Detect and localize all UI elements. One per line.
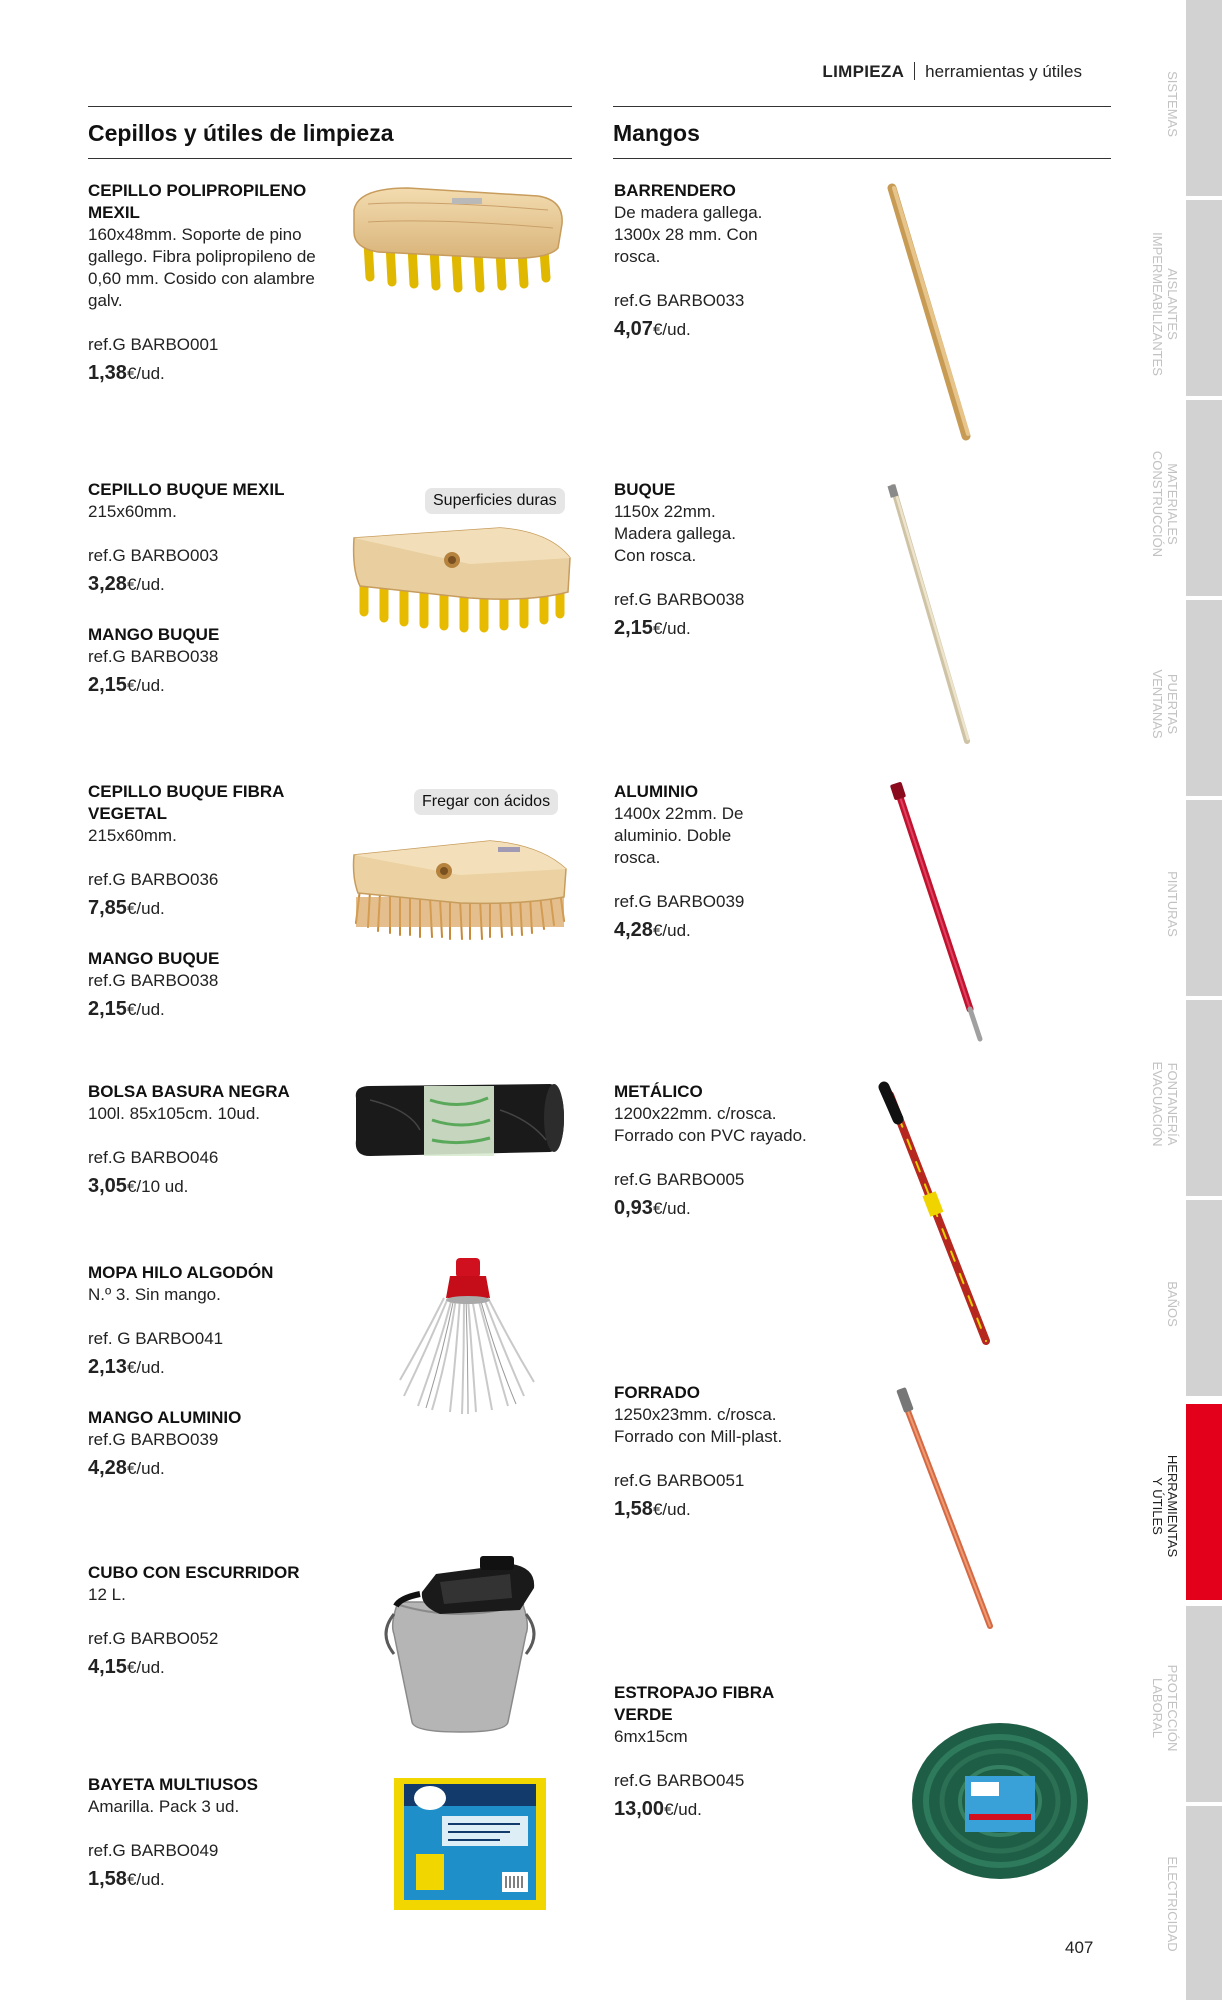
sidebar-label-electricidad: ELECTRICIDAD xyxy=(1165,1856,1180,1952)
product-mango-forrado xyxy=(614,1382,834,1521)
product-price: 2,15€/ud. xyxy=(88,674,165,696)
product-mango-metalico xyxy=(614,1081,834,1220)
product-ref: ref.G BARBO049 xyxy=(88,1841,219,1860)
product-name: CUBO CON ESCURRIDOR xyxy=(88,1563,300,1582)
product-desc: 215x60mm. xyxy=(88,502,177,521)
product-name: BOLSA BASURA NEGRA xyxy=(88,1082,290,1101)
sidebar-tab-fontaneria[interactable] xyxy=(1186,1000,1222,1196)
product-cepillo-buque-fibra xyxy=(88,781,318,1021)
page-number: 407 xyxy=(1065,1938,1094,1957)
product-cepillo-buque-mexil xyxy=(88,479,338,697)
badge-superficies-duras: Superficies duras xyxy=(425,488,565,514)
handle-barrendero-image xyxy=(880,182,980,442)
sidebar-tab-proteccion[interactable] xyxy=(1186,1606,1222,1802)
product-mango-aluminio-right xyxy=(614,781,864,942)
product-name: MOPA HILO ALGODÓN xyxy=(88,1263,274,1282)
product-desc: 6mx15cm xyxy=(614,1727,688,1746)
left-top-rule xyxy=(88,106,572,107)
sidebar-label-aislantes: AISLANTES IMPERMEABILIZANTES xyxy=(1150,232,1180,376)
product-mango-aluminio xyxy=(88,1407,288,1480)
product-cepillo-polipropileno xyxy=(88,180,318,385)
product-price: 2,13€/ud. xyxy=(88,1356,165,1378)
header-category: LIMPIEZA xyxy=(822,62,905,81)
product-price: 4,28€/ud. xyxy=(88,1457,165,1479)
product-mopa xyxy=(88,1262,288,1480)
product-price: 2,15€/ud. xyxy=(614,617,691,639)
header-separator xyxy=(914,62,915,80)
product-price: 4,28€/ud. xyxy=(614,919,691,941)
product-name: CEPILLO BUQUE FIBRA VEGETAL xyxy=(88,782,284,823)
sidebar-label-materiales: MATERIALES CONSTRUCCIÓN xyxy=(1150,450,1180,558)
product-mango-barrendero xyxy=(614,180,864,341)
product-ref: ref.G BARBO033 xyxy=(614,291,745,310)
mop-bucket-image xyxy=(380,1554,540,1739)
brush-fibra-vegetal-image xyxy=(350,835,572,950)
product-ref: ref.G BARBO051 xyxy=(614,1471,745,1490)
product-ref: ref.G BARBO046 xyxy=(88,1148,219,1167)
product-name: MANGO ALUMINIO xyxy=(88,1408,242,1427)
product-desc: 1150x 22mm. Madera gallega. Con rosca. xyxy=(614,502,736,565)
product-ref: ref.G BARBO036 xyxy=(88,870,219,889)
product-name: BUQUE xyxy=(614,480,676,499)
product-name: CEPILLO BUQUE MEXIL xyxy=(88,480,285,499)
sidebar-tab-puertas[interactable] xyxy=(1186,600,1222,796)
left-bottom-rule xyxy=(88,158,572,159)
product-desc: De madera gallega. 1300x 28 mm. Con rosca. xyxy=(614,203,763,266)
product-ref: ref.G BARBO045 xyxy=(614,1771,745,1790)
category-sidebar xyxy=(1186,0,1222,2000)
product-cubo xyxy=(88,1562,338,1679)
left-section-title: Cepillos y útiles de limpieza xyxy=(88,120,394,146)
product-price: 1,58€/ud. xyxy=(88,1868,165,1890)
mop-image xyxy=(398,1256,538,1416)
sidebar-label-sistemas: SISTEMAS xyxy=(1165,71,1180,137)
handle-forrado-image xyxy=(892,1386,1002,1632)
product-name: METÁLICO xyxy=(614,1082,703,1101)
product-price: 4,15€/ud. xyxy=(88,1656,165,1678)
sidebar-tab-electricidad[interactable] xyxy=(1186,1806,1222,2000)
product-desc: 215x60mm. xyxy=(88,826,177,845)
product-ref: ref.G BARBO039 xyxy=(88,1430,219,1449)
product-desc: N.º 3. Sin mango. xyxy=(88,1285,221,1304)
sidebar-tab-materiales[interactable] xyxy=(1186,400,1222,596)
product-desc: 1400x 22mm. De aluminio. Doble rosca. xyxy=(614,804,744,867)
handle-aluminio-image xyxy=(888,783,988,1043)
product-price: 1,58€/ud. xyxy=(614,1498,691,1520)
product-ref: ref.G BARBO039 xyxy=(614,892,745,911)
product-ref: ref. G BARBO041 xyxy=(88,1329,224,1348)
product-bayeta xyxy=(88,1774,338,1891)
product-mango-buque xyxy=(88,624,338,697)
product-ref: ref.G BARBO038 xyxy=(614,590,745,609)
right-section-title: Mangos xyxy=(613,120,700,146)
product-price: 1,38€/ud. xyxy=(88,362,165,384)
product-price: 7,85€/ud. xyxy=(88,897,165,919)
sidebar-tab-sistemas[interactable] xyxy=(1186,0,1222,196)
brush-buque-mexil-image xyxy=(350,520,575,640)
product-desc: 1250x23mm. c/rosca. Forrado con Mill-plast. xyxy=(614,1405,783,1446)
page-header xyxy=(822,62,1082,82)
brush-polypropylene-image xyxy=(348,182,570,297)
sidebar-tab-aislantes[interactable] xyxy=(1186,200,1222,396)
sidebar-label-banos: BAÑOS xyxy=(1165,1281,1180,1327)
sidebar-tab-herramientas[interactable] xyxy=(1186,1404,1222,1600)
product-name: CEPILLO POLIPROPILENO MEXIL xyxy=(88,181,307,222)
cleaning-cloth-pack-image xyxy=(390,1772,552,1917)
product-estropajo xyxy=(614,1682,774,1821)
product-ref: ref.G BARBO038 xyxy=(88,971,219,990)
handle-buque-image xyxy=(885,483,975,745)
product-bolsa-basura xyxy=(88,1081,338,1198)
right-top-rule xyxy=(613,106,1111,107)
product-price: 4,07€/ud. xyxy=(614,318,691,340)
product-ref: ref.G BARBO038 xyxy=(88,647,219,666)
product-price: 0,93€/ud. xyxy=(614,1197,691,1219)
handle-metalico-image xyxy=(878,1085,998,1347)
product-price: 3,05€/10 ud. xyxy=(88,1175,189,1197)
product-ref: ref.G BARBO003 xyxy=(88,546,219,565)
product-price: 3,28€/ud. xyxy=(88,573,165,595)
sidebar-tab-banos[interactable] xyxy=(1186,1200,1222,1396)
product-name: ESTROPAJO FIBRA VERDE xyxy=(614,1683,774,1724)
product-name: FORRADO xyxy=(614,1383,700,1402)
product-desc: Amarilla. Pack 3 ud. xyxy=(88,1797,240,1816)
trash-bag-roll-image xyxy=(350,1080,568,1162)
right-bottom-rule xyxy=(613,158,1111,159)
product-ref: ref.G BARBO001 xyxy=(88,335,219,354)
sidebar-label-pinturas: PINTURAS xyxy=(1165,871,1180,937)
product-price: 13,00€/ud. xyxy=(614,1798,702,1820)
product-name: BAYETA MULTIUSOS xyxy=(88,1775,259,1794)
sidebar-label-puertas: PUERTAS VENTANAS xyxy=(1150,669,1180,739)
badge-fregar-acidos: Fregar con ácidos xyxy=(414,789,558,815)
product-name: ALUMINIO xyxy=(614,782,699,801)
sidebar-label-fontaneria: FONTANERÍA EVACUACIÓN xyxy=(1150,1061,1180,1147)
header-subcategory: herramientas y útiles xyxy=(925,62,1082,81)
product-mango-buque-right xyxy=(614,479,864,640)
product-desc: 100l. 85x105cm. 10ud. xyxy=(88,1104,261,1123)
scourer-roll-image xyxy=(905,1716,1095,1886)
product-name: MANGO BUQUE xyxy=(88,625,220,644)
product-price: 2,15€/ud. xyxy=(88,998,165,1020)
product-name: BARRENDERO xyxy=(614,181,736,200)
product-desc: 12 L. xyxy=(88,1585,126,1604)
sidebar-tab-pinturas[interactable] xyxy=(1186,800,1222,996)
product-ref: ref.G BARBO005 xyxy=(614,1170,745,1189)
sidebar-label-herramientas: HERRAMIENTAS Y ÚTILES xyxy=(1150,1454,1180,1558)
product-ref: ref.G BARBO052 xyxy=(88,1629,219,1648)
product-desc: 160x48mm. Soporte de pino gallego. Fibra polipropileno de 0,60 mm. Cosido con alambre galv. xyxy=(88,225,316,310)
product-desc: 1200x22mm. c/rosca. Forrado con PVC rayado. xyxy=(614,1104,807,1145)
sidebar-label-proteccion: PROTECCIÓN LABORAL xyxy=(1150,1664,1180,1752)
product-mango-buque-2 xyxy=(88,948,318,1021)
product-name: MANGO BUQUE xyxy=(88,949,220,968)
